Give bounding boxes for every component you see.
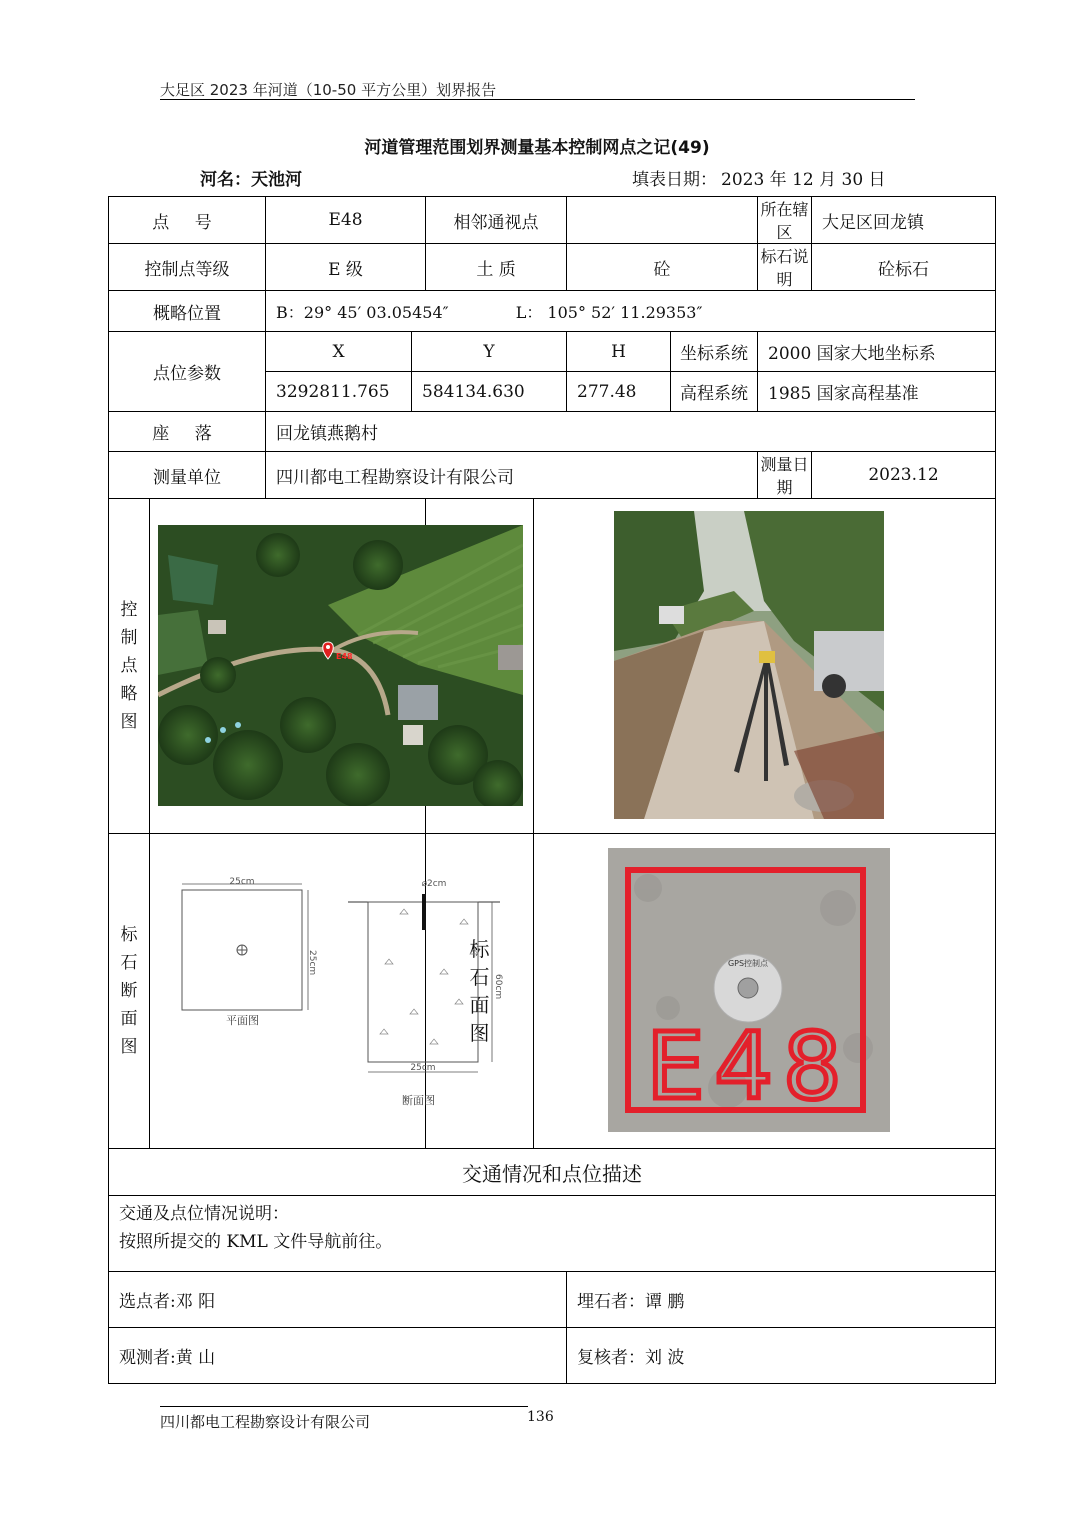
marker-label: 标石说明 bbox=[758, 244, 812, 291]
h-value: 277.48 bbox=[567, 372, 671, 412]
selector-field: 选点者:邓 阳 bbox=[109, 1272, 567, 1328]
section-top-label: ⌀2cm bbox=[421, 879, 447, 889]
field-photo-image bbox=[614, 511, 884, 819]
section-depth-label: 60cm bbox=[493, 974, 503, 1000]
longitude: L： 105° 52′ 11.29353″ bbox=[515, 302, 703, 322]
fill-date bbox=[628, 165, 886, 190]
stone-face-image bbox=[608, 848, 890, 1132]
point-no-value: E48 bbox=[266, 197, 426, 244]
coord-sys-value: 2000 国家大地坐标系 bbox=[758, 332, 996, 372]
seat-value: 回龙镇燕鹅村 bbox=[266, 412, 996, 452]
traffic-line-1: 交通及点位情况说明： bbox=[119, 1204, 289, 1224]
neighbor-label: 相邻通视点 bbox=[426, 197, 567, 244]
soil-value: 砼 bbox=[567, 244, 758, 291]
traffic-title: 交通情况和点位描述 bbox=[109, 1149, 996, 1196]
unit-value: 四川都电工程勘察设计有限公司 bbox=[266, 452, 758, 499]
section-label: 标 石 断 面 图 bbox=[109, 834, 150, 1149]
control-point-table bbox=[108, 196, 996, 1384]
plan-caption: 平面图 bbox=[226, 1014, 259, 1027]
fill-date-label: 填表日期： bbox=[632, 170, 717, 190]
plan-width-label: 25cm bbox=[229, 877, 255, 887]
section-view bbox=[348, 879, 503, 1107]
observer-field: 观测者:黄 山 bbox=[109, 1328, 567, 1384]
header-rule bbox=[160, 99, 915, 100]
grade-value: E 级 bbox=[266, 244, 426, 291]
point-no-label: 点 号 bbox=[109, 197, 266, 244]
district-label: 所在辖区 bbox=[758, 197, 812, 244]
section-width-label: 25cm bbox=[410, 1063, 436, 1073]
reviewer-field: 复核者：刘 波 bbox=[567, 1328, 996, 1384]
unit-label: 测量单位 bbox=[109, 452, 266, 499]
stone-face-cell bbox=[534, 834, 996, 1149]
satellite-map-image bbox=[158, 525, 523, 806]
survey-date-label: 测量日期 bbox=[758, 452, 812, 499]
header-title: 大足区 2023 年河道（10-50 平方公里）划界报告 bbox=[160, 81, 497, 99]
height-sys-label: 高程系统 bbox=[671, 372, 758, 412]
face-label: 标 石 面 图 bbox=[426, 834, 534, 1149]
h-header: H bbox=[567, 332, 671, 372]
footer-rule bbox=[160, 1406, 528, 1407]
location-label: 概略位置 bbox=[109, 291, 266, 332]
coord-sys-label: 坐标系统 bbox=[671, 332, 758, 372]
latitude: B：29° 45′ 03.05454″ bbox=[276, 302, 449, 322]
section-caption: 断面图 bbox=[402, 1094, 435, 1107]
y-header: Y bbox=[412, 332, 567, 372]
y-value: 584134.630 bbox=[412, 372, 567, 412]
map-label: 控 制 点 略 图 bbox=[109, 499, 150, 834]
traffic-line-2: 按照所提交的 KML 文件导航前往。 bbox=[119, 1232, 393, 1252]
page-number: 136 bbox=[527, 1409, 554, 1425]
plan-height-label: 25cm bbox=[307, 950, 317, 976]
neighbor-value bbox=[567, 197, 758, 244]
plan-view bbox=[182, 877, 317, 1027]
burier-field: 埋石者：谭 鹏 bbox=[567, 1272, 996, 1328]
map-marker-label: E48 bbox=[336, 652, 353, 661]
footer-company: 四川都电工程勘察设计有限公司 bbox=[160, 1413, 371, 1431]
document-title: 河道管理范围划界测量基本控制网点之记(49) bbox=[364, 138, 710, 158]
x-header: X bbox=[266, 332, 412, 372]
fill-date-value: 2023 年 12 月 30 日 bbox=[721, 170, 886, 190]
grade-label: 控制点等级 bbox=[109, 244, 266, 291]
stone-section-diagram bbox=[170, 874, 530, 1114]
traffic-description bbox=[109, 1196, 996, 1272]
location-value bbox=[266, 291, 996, 332]
seat-label: 座 落 bbox=[109, 412, 266, 452]
stone-disc-text: GPS控制点 bbox=[727, 959, 769, 968]
field-photo-cell bbox=[534, 499, 996, 834]
control-point-map-cell bbox=[150, 499, 426, 834]
stone-face-text: E48 bbox=[646, 1013, 852, 1120]
survey-date-value: 2023.12 bbox=[812, 452, 996, 499]
district-value: 大足区回龙镇 bbox=[812, 197, 996, 244]
marker-value: 砼标石 bbox=[812, 244, 996, 291]
params-label: 点位参数 bbox=[109, 332, 266, 412]
soil-label: 土 质 bbox=[426, 244, 567, 291]
river-name: 河名：天池河 bbox=[200, 170, 302, 190]
height-sys-value: 1985 国家高程基准 bbox=[758, 372, 996, 412]
x-value: 3292811.765 bbox=[266, 372, 412, 412]
